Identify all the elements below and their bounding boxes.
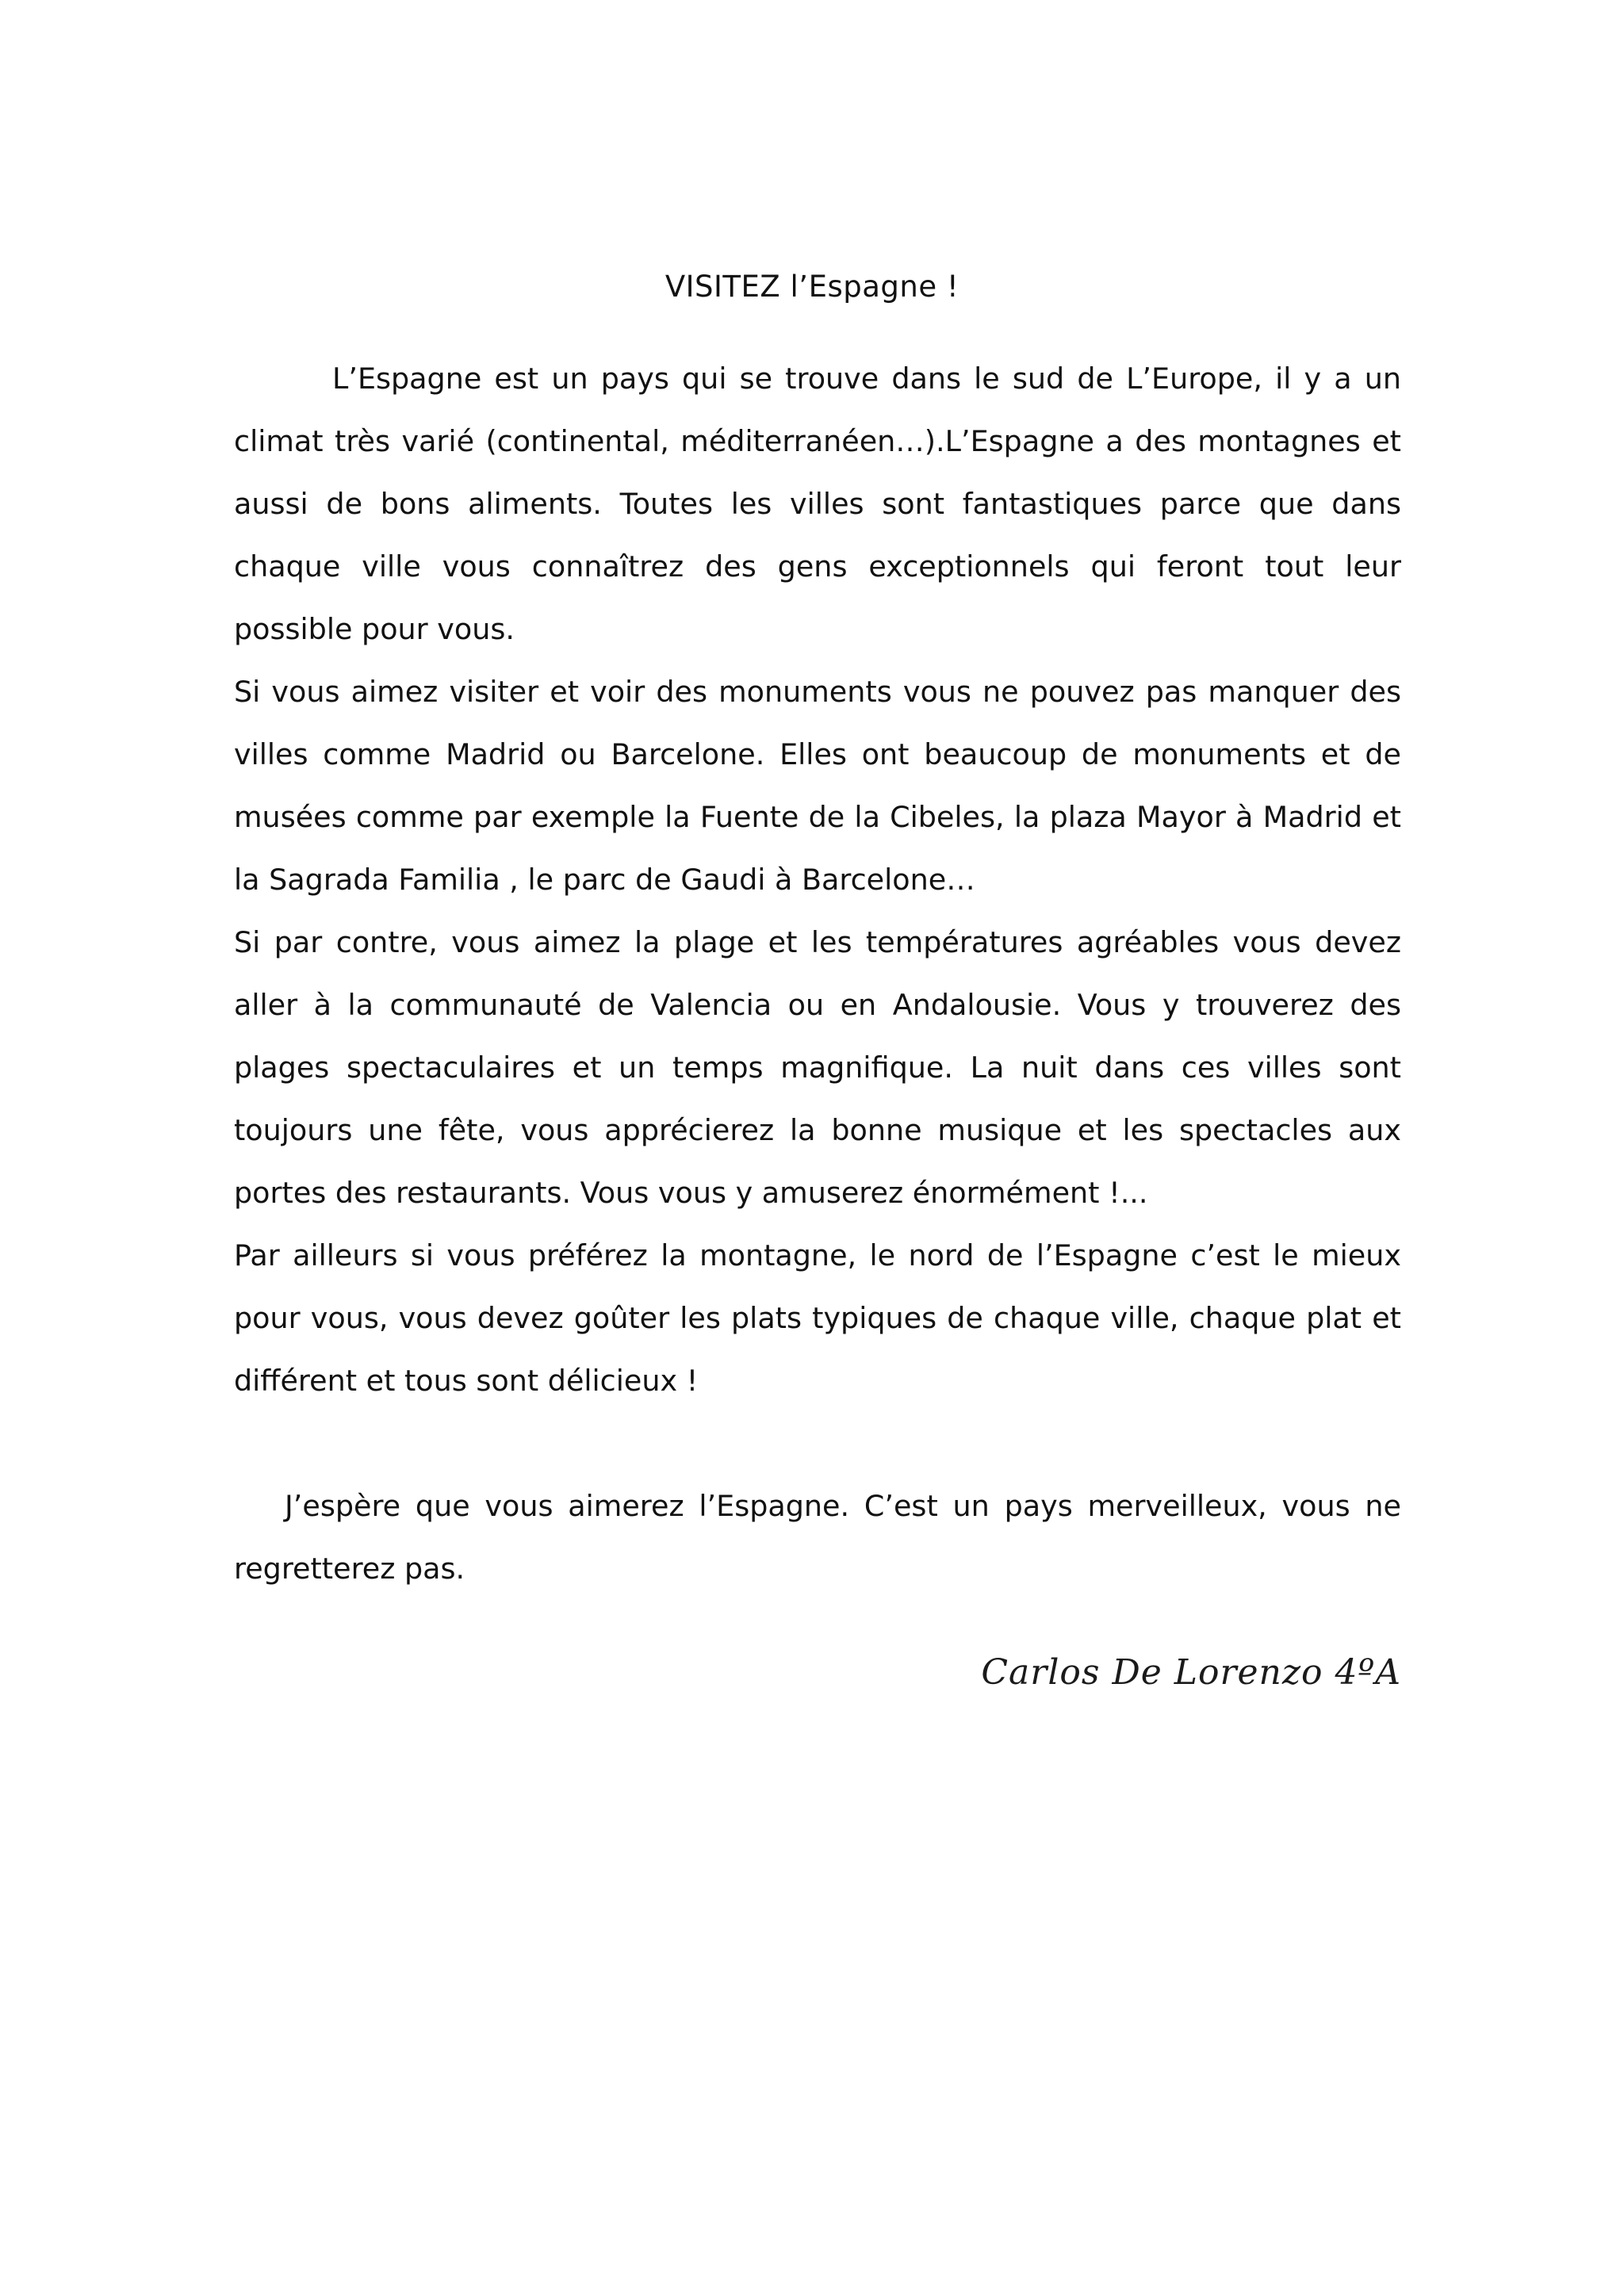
paragraph-beach: Si par contre, vous aimez la plage et les températures agréables vous devez aller à la communauté de Valencia ou en Andalousie. Vous y trouverez des plages spectaculaires et un temps magnifique. La nuit dans ces villes sont toujours une fête, vous apprécierez la bonne musique et les spectacles aux portes des restaurants. Vous vous y amuserez énormément !... <box>234 925 1401 1210</box>
paragraph-mountain: Par ailleurs si vous préférez la montagne, le nord de l’Espagne c’est le mieux pour vous, vous devez goûter les plats typiques de chaque ville, chaque plat et différent et tous sont délicieux ! <box>234 1238 1401 1398</box>
signature: Carlos De Lorenzo 4ºA <box>981 1652 1401 1693</box>
document-title: VISITEZ l’Espagne ! <box>665 270 959 304</box>
paragraph-intro: L’Espagne est un pays qui se trouve dans le sud de L’Europe, il y a un climat très varié (continental, méditerranéen…).L’Espagne a des montagnes et aussi de bons aliments. Toutes les villes sont fantastiques parce que dans chaque ville vous connaîtrez des gens exceptionnels qui feront tout leur possible pour vous. <box>234 362 1401 646</box>
paragraph-closing: J’espère que vous aimerez l’Espagne. C’est un pays merveilleux, vous ne regretterez pas. <box>234 1489 1401 1586</box>
paragraph-monuments: Si vous aimez visiter et voir des monuments vous ne pouvez pas manquer des villes comme Madrid ou Barcelone. Elles ont beaucoup de monuments et de musées comme par exemple la Fuente de la Cibeles, la plaza Mayor à Madrid et la Sagrada Familia , le parc de Gaudi à Barcelone… <box>234 675 1401 897</box>
document-body <box>234 347 1401 1600</box>
